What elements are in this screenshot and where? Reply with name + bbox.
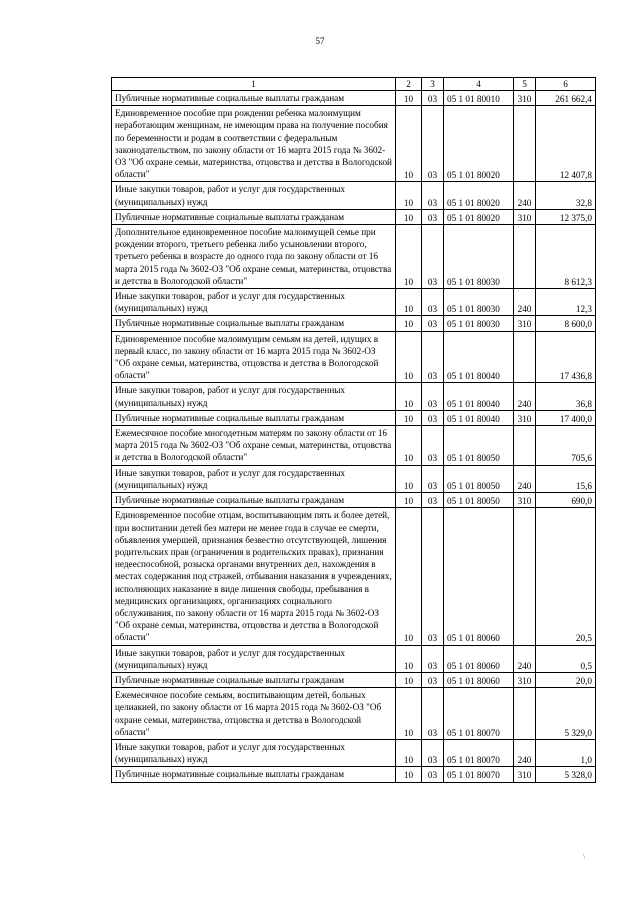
row-amount: 8 600,0 xyxy=(536,316,596,331)
row-expense-type xyxy=(514,688,536,740)
header-cell: 4 xyxy=(444,78,514,91)
row-target-code: 05 1 01 80070 xyxy=(444,688,514,740)
table-row xyxy=(112,426,596,466)
header-cell: 6 xyxy=(536,78,596,91)
table-row xyxy=(112,508,596,645)
row-amount: 12,3 xyxy=(536,289,596,316)
table-row xyxy=(112,688,596,740)
header-cell: 3 xyxy=(422,78,444,91)
row-name: Иные закупки товаров, работ и услуг для государственных (муниципальных) нужд xyxy=(112,465,396,492)
row-expense-type xyxy=(514,426,536,466)
row-amount: 5 328,0 xyxy=(536,767,596,782)
row-amount: 5 329,0 xyxy=(536,688,596,740)
row-target-code: 05 1 01 80020 xyxy=(444,182,514,209)
row-amount: 12 375,0 xyxy=(536,209,596,224)
row-expense-type xyxy=(514,331,536,383)
row-target-code: 05 1 01 80050 xyxy=(444,426,514,466)
row-amount: 0,5 xyxy=(536,645,596,672)
row-amount: 20,0 xyxy=(536,672,596,687)
row-subsection: 03 xyxy=(422,383,444,410)
row-name: Публичные нормативные социальные выплаты гражданам xyxy=(112,209,396,224)
scan-mark: \ xyxy=(583,852,586,861)
row-section: 10 xyxy=(396,688,422,740)
row-expense-type: 310 xyxy=(514,767,536,782)
row-section: 10 xyxy=(396,316,422,331)
row-target-code: 05 1 01 80070 xyxy=(444,767,514,782)
table-row xyxy=(112,767,596,782)
row-subsection: 03 xyxy=(422,106,444,182)
row-section: 10 xyxy=(396,508,422,645)
table-row xyxy=(112,672,596,687)
table-row xyxy=(112,331,596,383)
budget-table xyxy=(111,77,596,783)
row-subsection: 03 xyxy=(422,316,444,331)
row-subsection: 03 xyxy=(422,493,444,508)
row-name: Единовременное пособие отцам, воспитывающим пять и более детей, при воспитании детей без матери не менее года в случае ее смерти, объявления умершей, признания безвестно отсутствующей, лишения родительских прав (ограничения в родительских правах), признания недееспособной, розыска органами внутренних дел, нахождения в местах содержания под стражей, отбывания наказания в учреждениях, исполняющих наказание в виде лишения свободы, пребывания в медицинских организациях, организациях социального обслуживания, по закону области от 16 марта 2015 года № 3602-ОЗ "Об охране семьи, материнства, отцовства и детства в Вологодской области" xyxy=(112,508,396,645)
row-target-code: 05 1 01 80040 xyxy=(444,331,514,383)
row-target-code: 05 1 01 80040 xyxy=(444,410,514,425)
row-name: Дополнительное единовременное пособие малоимущей семье при рождении второго, третьего ребенка либо усыновлении второго, третьего ребенка в возрасте до одного года по закону области от 16 марта 2015 года № 3602-ОЗ "Об охране семьи, материнства, отцовства и детства в Вологодской области" xyxy=(112,225,396,289)
header-cell: 5 xyxy=(514,78,536,91)
row-section: 10 xyxy=(396,91,422,106)
row-target-code: 05 1 01 80010 xyxy=(444,91,514,106)
row-expense-type: 240 xyxy=(514,383,536,410)
row-target-code: 05 1 01 80030 xyxy=(444,225,514,289)
page-number: 57 xyxy=(315,36,325,46)
table-row xyxy=(112,316,596,331)
row-target-code: 05 1 01 80020 xyxy=(444,209,514,224)
row-subsection: 03 xyxy=(422,182,444,209)
row-expense-type xyxy=(514,225,536,289)
row-amount: 20,5 xyxy=(536,508,596,645)
header-cell: 2 xyxy=(396,78,422,91)
row-section: 10 xyxy=(396,225,422,289)
row-subsection: 03 xyxy=(422,672,444,687)
row-expense-type: 240 xyxy=(514,182,536,209)
row-name: Публичные нормативные социальные выплаты гражданам xyxy=(112,316,396,331)
row-amount: 8 612,3 xyxy=(536,225,596,289)
row-target-code: 05 1 01 80060 xyxy=(444,508,514,645)
table-row xyxy=(112,410,596,425)
table-row xyxy=(112,209,596,224)
row-subsection: 03 xyxy=(422,225,444,289)
row-amount: 12 407,8 xyxy=(536,106,596,182)
row-subsection: 03 xyxy=(422,465,444,492)
row-section: 10 xyxy=(396,739,422,766)
row-subsection: 03 xyxy=(422,739,444,766)
row-target-code: 05 1 01 80020 xyxy=(444,106,514,182)
row-subsection: 03 xyxy=(422,645,444,672)
table-row xyxy=(112,91,596,106)
row-section: 10 xyxy=(396,493,422,508)
row-amount: 17 400,0 xyxy=(536,410,596,425)
row-name: Иные закупки товаров, работ и услуг для государственных (муниципальных) нужд xyxy=(112,182,396,209)
row-amount: 17 436,8 xyxy=(536,331,596,383)
table-row xyxy=(112,182,596,209)
row-target-code: 05 1 01 80060 xyxy=(444,645,514,672)
row-name: Иные закупки товаров, работ и услуг для государственных (муниципальных) нужд xyxy=(112,289,396,316)
row-expense-type: 310 xyxy=(514,410,536,425)
row-amount: 261 662,4 xyxy=(536,91,596,106)
row-section: 10 xyxy=(396,426,422,466)
row-amount: 1,0 xyxy=(536,739,596,766)
row-subsection: 03 xyxy=(422,508,444,645)
row-expense-type: 310 xyxy=(514,209,536,224)
row-subsection: 03 xyxy=(422,410,444,425)
row-section: 10 xyxy=(396,645,422,672)
row-subsection: 03 xyxy=(422,767,444,782)
row-name: Единовременное пособие при рождении ребенка малоимущим неработающим женщинам, не имеющим права на получение пособия по беременности и родам в соответствии с федеральным законодательством, по закону области от 16 марта 2015 года № 3602-ОЗ "Об охране семьи, материнства, отцовства и детства в Вологодской области" xyxy=(112,106,396,182)
row-name: Ежемесячное пособие семьям, воспитывающим детей, больных целиакией, по закону области от 16 марта 2015 года № 3602-ОЗ "Об охране семьи, материнства, отцовства и детства в Вологодской области" xyxy=(112,688,396,740)
row-target-code: 05 1 01 80070 xyxy=(444,739,514,766)
row-expense-type: 310 xyxy=(514,91,536,106)
table-header-row xyxy=(112,78,596,91)
row-name: Иные закупки товаров, работ и услуг для государственных (муниципальных) нужд xyxy=(112,383,396,410)
row-name: Публичные нормативные социальные выплаты гражданам xyxy=(112,672,396,687)
row-expense-type xyxy=(514,508,536,645)
row-name: Иные закупки товаров, работ и услуг для государственных (муниципальных) нужд xyxy=(112,739,396,766)
table-body xyxy=(112,91,596,783)
table-row xyxy=(112,289,596,316)
row-name: Иные закупки товаров, работ и услуг для государственных (муниципальных) нужд xyxy=(112,645,396,672)
row-subsection: 03 xyxy=(422,688,444,740)
table-row xyxy=(112,225,596,289)
row-amount: 36,8 xyxy=(536,383,596,410)
table-row xyxy=(112,465,596,492)
row-subsection: 03 xyxy=(422,209,444,224)
row-expense-type: 310 xyxy=(514,316,536,331)
row-subsection: 03 xyxy=(422,91,444,106)
row-name: Ежемесячное пособие многодетным матерям по закону области от 16 марта 2015 года № 3602-ОЗ "Об охране семьи, материнства, отцовства и детства в Вологодской области" xyxy=(112,426,396,466)
row-target-code: 05 1 01 80050 xyxy=(444,493,514,508)
row-section: 10 xyxy=(396,383,422,410)
row-target-code: 05 1 01 80040 xyxy=(444,383,514,410)
row-section: 10 xyxy=(396,209,422,224)
row-name: Публичные нормативные социальные выплаты гражданам xyxy=(112,91,396,106)
row-expense-type: 310 xyxy=(514,672,536,687)
row-expense-type: 240 xyxy=(514,289,536,316)
row-target-code: 05 1 01 80050 xyxy=(444,465,514,492)
table-row xyxy=(112,106,596,182)
row-subsection: 03 xyxy=(422,426,444,466)
row-amount: 15,6 xyxy=(536,465,596,492)
row-subsection: 03 xyxy=(422,331,444,383)
row-section: 10 xyxy=(396,465,422,492)
row-amount: 690,0 xyxy=(536,493,596,508)
row-name: Единовременное пособие малоимущим семьям на детей, идущих в первый класс, по закону области от 16 марта 2015 года № 3602-ОЗ "Об охране семьи, материнства, отцовства и детства в Вологодской области" xyxy=(112,331,396,383)
header-cell: 1 xyxy=(112,78,396,91)
row-expense-type: 240 xyxy=(514,645,536,672)
row-amount: 705,6 xyxy=(536,426,596,466)
row-name: Публичные нормативные социальные выплаты гражданам xyxy=(112,410,396,425)
row-target-code: 05 1 01 80030 xyxy=(444,289,514,316)
table-row xyxy=(112,493,596,508)
row-target-code: 05 1 01 80030 xyxy=(444,316,514,331)
row-section: 10 xyxy=(396,182,422,209)
table-row xyxy=(112,645,596,672)
row-section: 10 xyxy=(396,767,422,782)
row-section: 10 xyxy=(396,289,422,316)
table-row xyxy=(112,739,596,766)
table-row xyxy=(112,383,596,410)
row-section: 10 xyxy=(396,331,422,383)
row-target-code: 05 1 01 80060 xyxy=(444,672,514,687)
row-section: 10 xyxy=(396,672,422,687)
row-expense-type: 240 xyxy=(514,465,536,492)
row-name: Публичные нормативные социальные выплаты гражданам xyxy=(112,493,396,508)
row-expense-type xyxy=(514,106,536,182)
row-expense-type: 310 xyxy=(514,493,536,508)
row-section: 10 xyxy=(396,410,422,425)
row-amount: 32,8 xyxy=(536,182,596,209)
row-expense-type: 240 xyxy=(514,739,536,766)
row-name: Публичные нормативные социальные выплаты гражданам xyxy=(112,767,396,782)
row-subsection: 03 xyxy=(422,289,444,316)
row-section: 10 xyxy=(396,106,422,182)
